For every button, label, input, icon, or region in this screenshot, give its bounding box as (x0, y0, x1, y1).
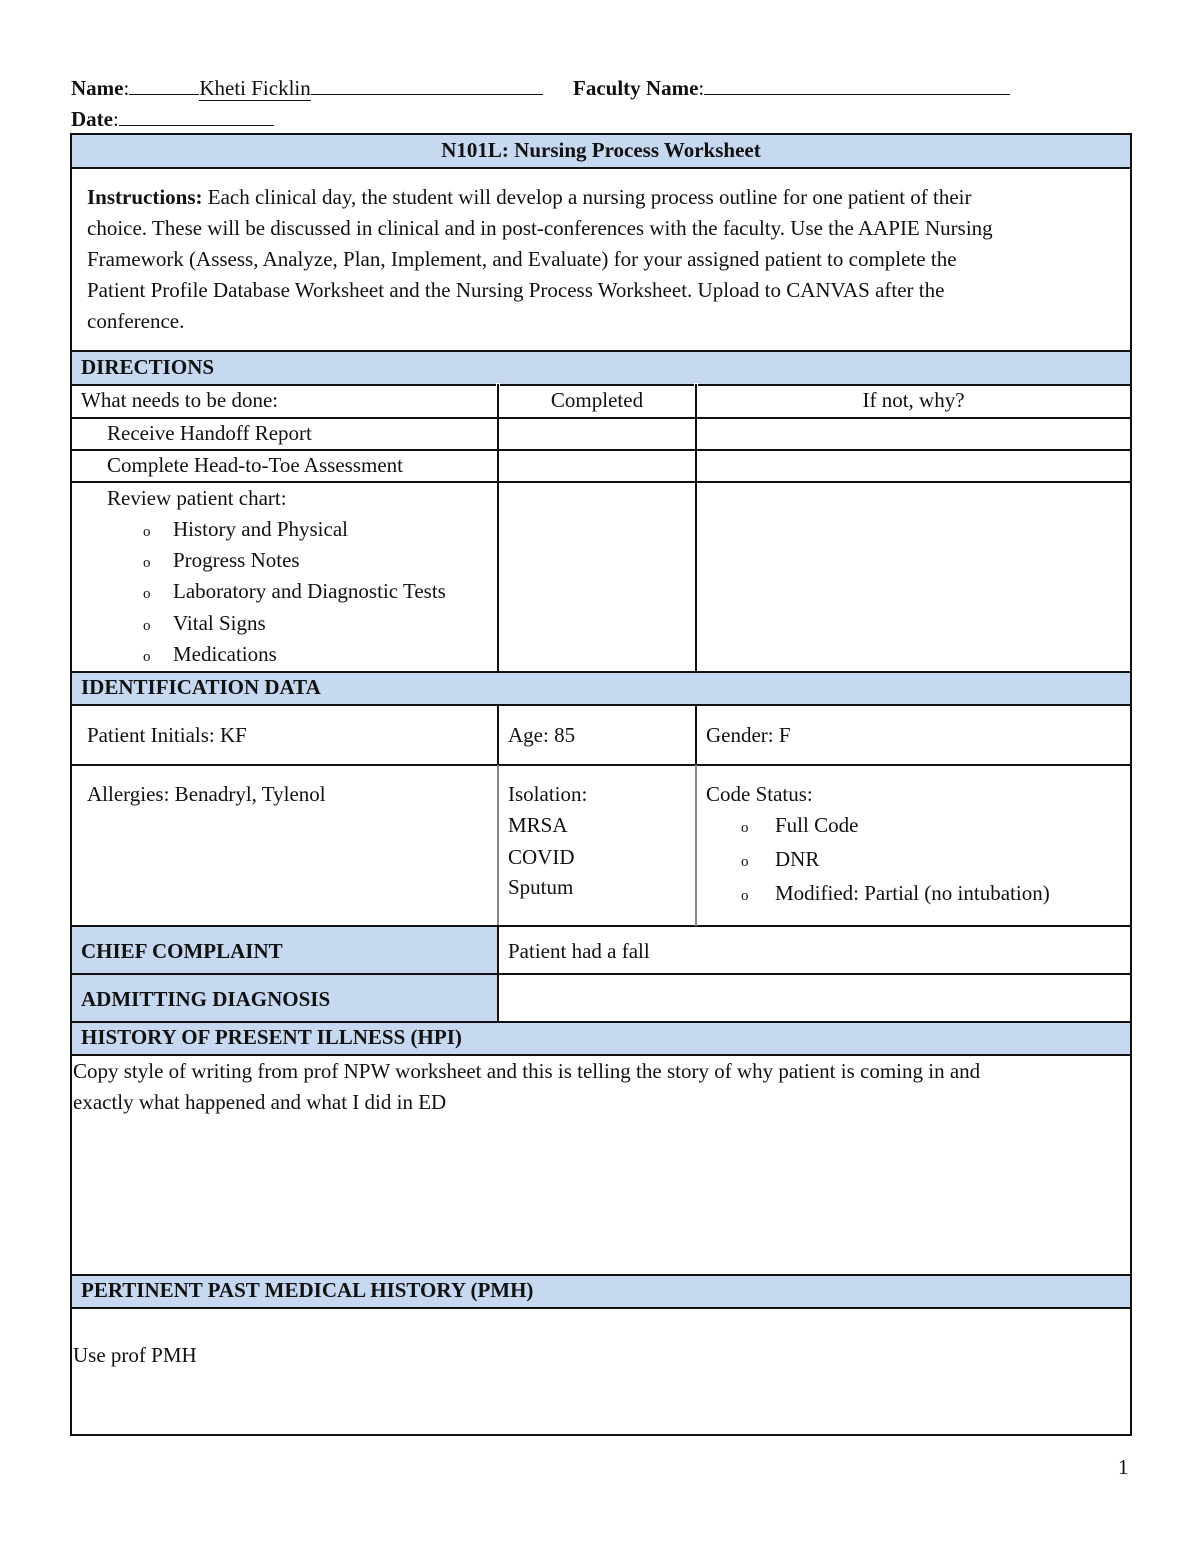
isolation-item[interactable]: MRSA (508, 813, 568, 837)
identification-heading: IDENTIFICATION DATA (81, 675, 321, 699)
assessment-reason-cell[interactable] (698, 451, 1129, 480)
chart-item: o History and Physical (143, 517, 348, 541)
handoff-reason-cell[interactable] (698, 419, 1129, 448)
instructions-line-1: Instructions: Each clinical day, the student will develop a nursing process outline for one patient of their (87, 185, 972, 209)
allergies[interactable]: Allergies: Benadryl, Tylenol (87, 782, 326, 806)
task-review-chart: Review patient chart: (107, 486, 287, 510)
chart-review-reason-cell[interactable] (698, 483, 1129, 670)
chief-complaint-value[interactable]: Patient had a fall (508, 939, 650, 963)
pmh-text[interactable]: Use prof PMH (73, 1343, 197, 1367)
instructions-label: Instructions: (87, 185, 203, 209)
bullet-icon: o (143, 524, 151, 540)
instructions-line-3: Framework (Assess, Analyze, Plan, Implement, and Evaluate) for your assigned patient to complete the (87, 247, 957, 271)
task-head-to-toe: Complete Head-to-Toe Assessment (107, 453, 403, 477)
hpi-text-line-1[interactable]: Copy style of writing from prof NPW worksheet and this is telling the story of why patient is coming in and (73, 1059, 981, 1083)
isolation-item[interactable]: COVID (508, 845, 575, 869)
bullet-icon: o (143, 555, 151, 571)
admitting-diagnosis-value[interactable] (500, 976, 1129, 1020)
instructions-line-5: conference. (87, 309, 185, 333)
code-status-option[interactable]: o Modified: Partial (no intubation) (741, 881, 1050, 905)
chart-item: o Vital Signs (143, 611, 266, 635)
code-status-option[interactable]: o DNR (741, 847, 820, 871)
directions-band (72, 352, 1130, 385)
col-header-reason: If not, why? (862, 388, 965, 412)
faculty-label: Faculty Name (573, 76, 699, 100)
faculty-name-blank[interactable] (704, 76, 1010, 95)
isolation-label: Isolation: (508, 782, 588, 806)
name-label: Name (71, 76, 124, 100)
task-handoff-report: Receive Handoff Report (107, 421, 312, 445)
name-value[interactable]: Kheti Ficklin (199, 76, 311, 100)
instructions-line-2: choice. These will be discussed in clinical and in post-conferences with the faculty. Use the AAPIE Nursing (87, 216, 993, 240)
handoff-completed-cell[interactable] (500, 419, 694, 448)
chart-item: o Progress Notes (143, 548, 300, 572)
bullet-icon: o (143, 586, 151, 602)
date-label: Date (71, 107, 113, 131)
isolation-item[interactable]: Sputum (508, 875, 574, 899)
date-field: Date: (71, 107, 274, 130)
name-field: Name: Kheti Ficklin (71, 76, 543, 99)
chart-review-completed-cell[interactable] (500, 483, 694, 670)
faculty-name-field: Faculty Name: (573, 76, 1010, 99)
date-blank[interactable] (119, 107, 274, 126)
instructions-line-4: Patient Profile Database Worksheet and the Nursing Process Worksheet. Upload to CANVAS after the (87, 278, 945, 302)
directions-heading: DIRECTIONS (81, 355, 215, 379)
bullet-icon: o (741, 854, 749, 870)
hpi-heading: HISTORY OF PRESENT ILLNESS (HPI) (81, 1025, 462, 1049)
col-header-completed: Completed (550, 388, 644, 412)
assessment-completed-cell[interactable] (500, 451, 694, 480)
page-number: 1 (1118, 1455, 1129, 1479)
hpi-text-line-2[interactable]: exactly what happened and what I did in ED (73, 1090, 447, 1114)
table-right-border (1130, 133, 1132, 1436)
bullet-icon: o (143, 618, 151, 634)
chart-item: o Medications (143, 642, 277, 666)
bullet-icon: o (741, 820, 749, 836)
patient-gender[interactable]: Gender: F (706, 723, 791, 747)
pmh-heading: PERTINENT PAST MEDICAL HISTORY (PMH) (81, 1278, 534, 1302)
admitting-diagnosis-label: ADMITTING DIAGNOSIS (81, 987, 331, 1011)
bullet-icon: o (143, 649, 151, 665)
table-left-border (70, 133, 72, 1436)
patient-initials[interactable]: Patient Initials: KF (87, 723, 247, 747)
chart-item: o Laboratory and Diagnostic Tests (143, 579, 446, 603)
code-status-label: Code Status: (706, 782, 813, 806)
worksheet-title: N101L: Nursing Process Worksheet (441, 138, 761, 162)
patient-age[interactable]: Age: 85 (508, 723, 576, 747)
col-header-task: What needs to be done: (81, 388, 279, 412)
code-status-option[interactable]: o Full Code (741, 813, 859, 837)
bullet-icon: o (741, 888, 749, 904)
chief-complaint-label: CHIEF COMPLAINT (81, 939, 283, 963)
